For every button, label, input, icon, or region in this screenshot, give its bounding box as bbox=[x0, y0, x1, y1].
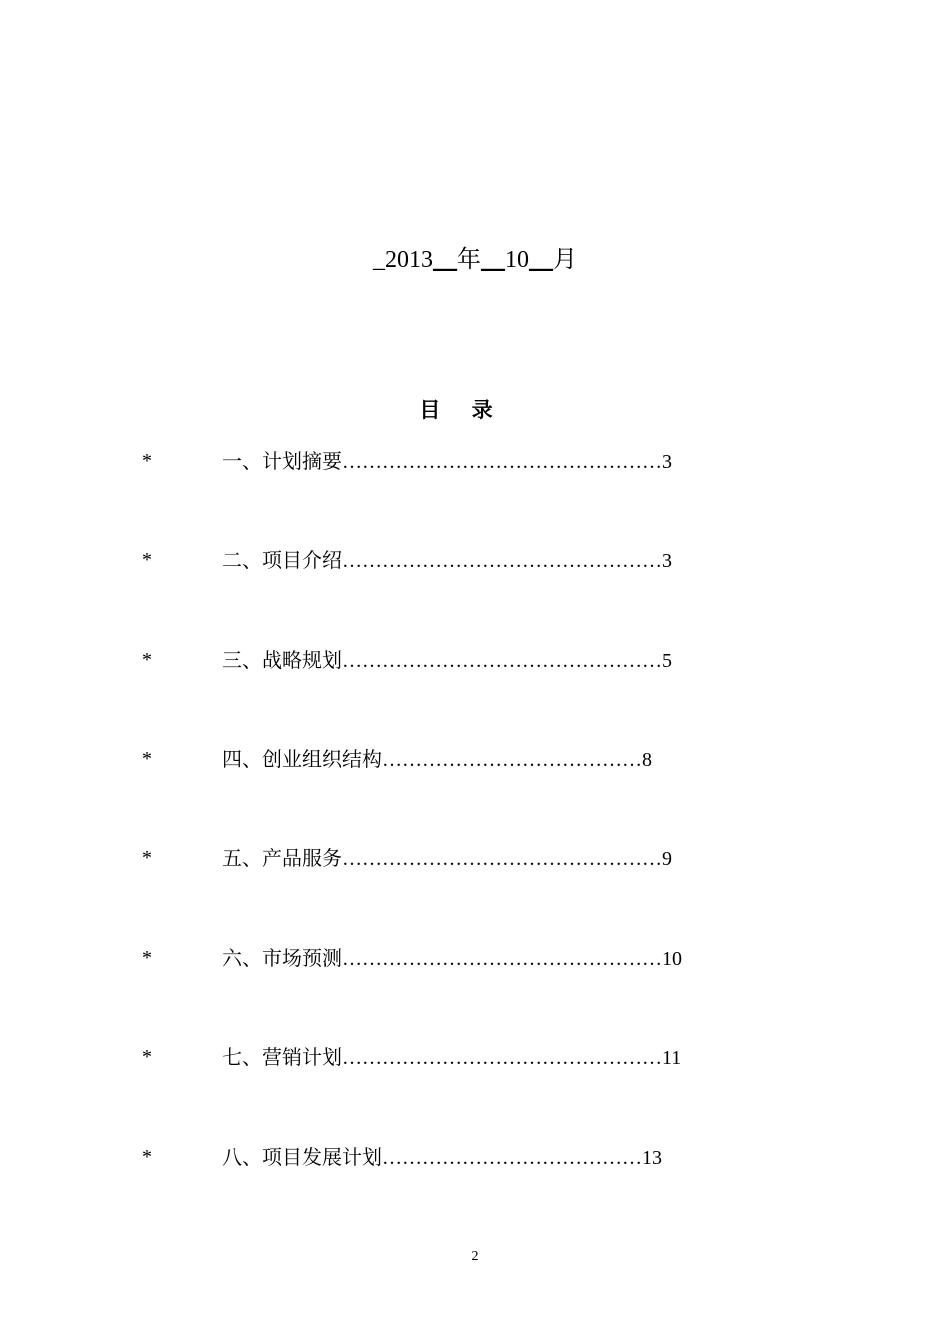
toc-entry bbox=[222, 844, 722, 873]
toc-item-label: 二、项目介绍 bbox=[222, 548, 342, 572]
toc-entry bbox=[222, 1043, 722, 1072]
toc-leader-dots: ………………………………………… bbox=[342, 550, 662, 572]
toc-item-label: 六、市场预测 bbox=[222, 946, 342, 970]
toc-bullet: * bbox=[142, 748, 152, 770]
toc-item-page: 9 bbox=[662, 848, 672, 870]
date-month: 10 bbox=[505, 247, 529, 273]
toc-leader-dots: ………………………………………… bbox=[342, 1047, 662, 1069]
toc-bullet: * bbox=[142, 450, 152, 472]
toc-item[interactable] bbox=[0, 1043, 950, 1071]
toc-leader-dots: ………………………………… bbox=[382, 1147, 642, 1169]
toc-item-page: 11 bbox=[662, 1047, 682, 1069]
toc-entry bbox=[222, 745, 722, 774]
toc-item-page: 3 bbox=[662, 451, 672, 473]
toc-entry bbox=[222, 944, 722, 973]
toc-leader-dots: ………………………………………… bbox=[342, 650, 662, 672]
toc-item[interactable] bbox=[0, 944, 950, 972]
date-year: 2013 bbox=[385, 247, 433, 273]
toc-entry bbox=[222, 1143, 722, 1172]
page-number: 2 bbox=[471, 1249, 479, 1264]
toc-item-label: 八、项目发展计划 bbox=[222, 1145, 382, 1169]
toc-entry bbox=[222, 546, 722, 575]
toc-item-page: 13 bbox=[642, 1147, 662, 1169]
toc-item-page: 8 bbox=[642, 749, 652, 771]
date-year-label: 年 bbox=[457, 247, 481, 273]
toc-item-label: 三、战略规划 bbox=[222, 648, 342, 672]
toc-bullet: * bbox=[142, 1146, 152, 1168]
toc-leader-dots: ………………………………………… bbox=[342, 848, 662, 870]
date-month-label: 月 bbox=[553, 247, 577, 273]
toc-item-label: 七、营销计划 bbox=[222, 1045, 342, 1069]
toc-item[interactable] bbox=[0, 646, 950, 674]
toc-item[interactable] bbox=[0, 546, 950, 574]
toc-title: 目 录 bbox=[419, 398, 505, 422]
toc-bullet: * bbox=[142, 847, 152, 869]
toc-leader-dots: ………………………………… bbox=[382, 749, 642, 771]
toc-item[interactable] bbox=[0, 1143, 950, 1171]
toc-item-label: 一、计划摘要 bbox=[222, 449, 342, 473]
date-prefix: _ bbox=[373, 247, 385, 273]
toc-bullet: * bbox=[142, 549, 152, 571]
toc-entry bbox=[222, 646, 722, 675]
toc-bullet: * bbox=[142, 947, 152, 969]
toc-item[interactable] bbox=[0, 447, 950, 475]
toc-bullet: * bbox=[142, 1046, 152, 1068]
toc-leader-dots: ………………………………………… bbox=[342, 451, 662, 473]
date-blank-3: __ bbox=[529, 247, 553, 273]
toc-item[interactable] bbox=[0, 745, 950, 773]
toc-item-page: 3 bbox=[662, 550, 672, 572]
toc-leader-dots: ………………………………………… bbox=[342, 948, 662, 970]
toc-item-page: 5 bbox=[662, 650, 672, 672]
toc-bullet: * bbox=[142, 649, 152, 671]
toc-item-label: 五、产品服务 bbox=[222, 846, 342, 870]
toc-item-page: 10 bbox=[662, 948, 682, 970]
toc-entry bbox=[222, 447, 722, 476]
date-blank-2: __ bbox=[481, 247, 505, 273]
toc-item-label: 四、创业组织结构 bbox=[222, 747, 382, 771]
date-blank-1: __ bbox=[433, 247, 457, 273]
toc-item[interactable] bbox=[0, 844, 950, 872]
